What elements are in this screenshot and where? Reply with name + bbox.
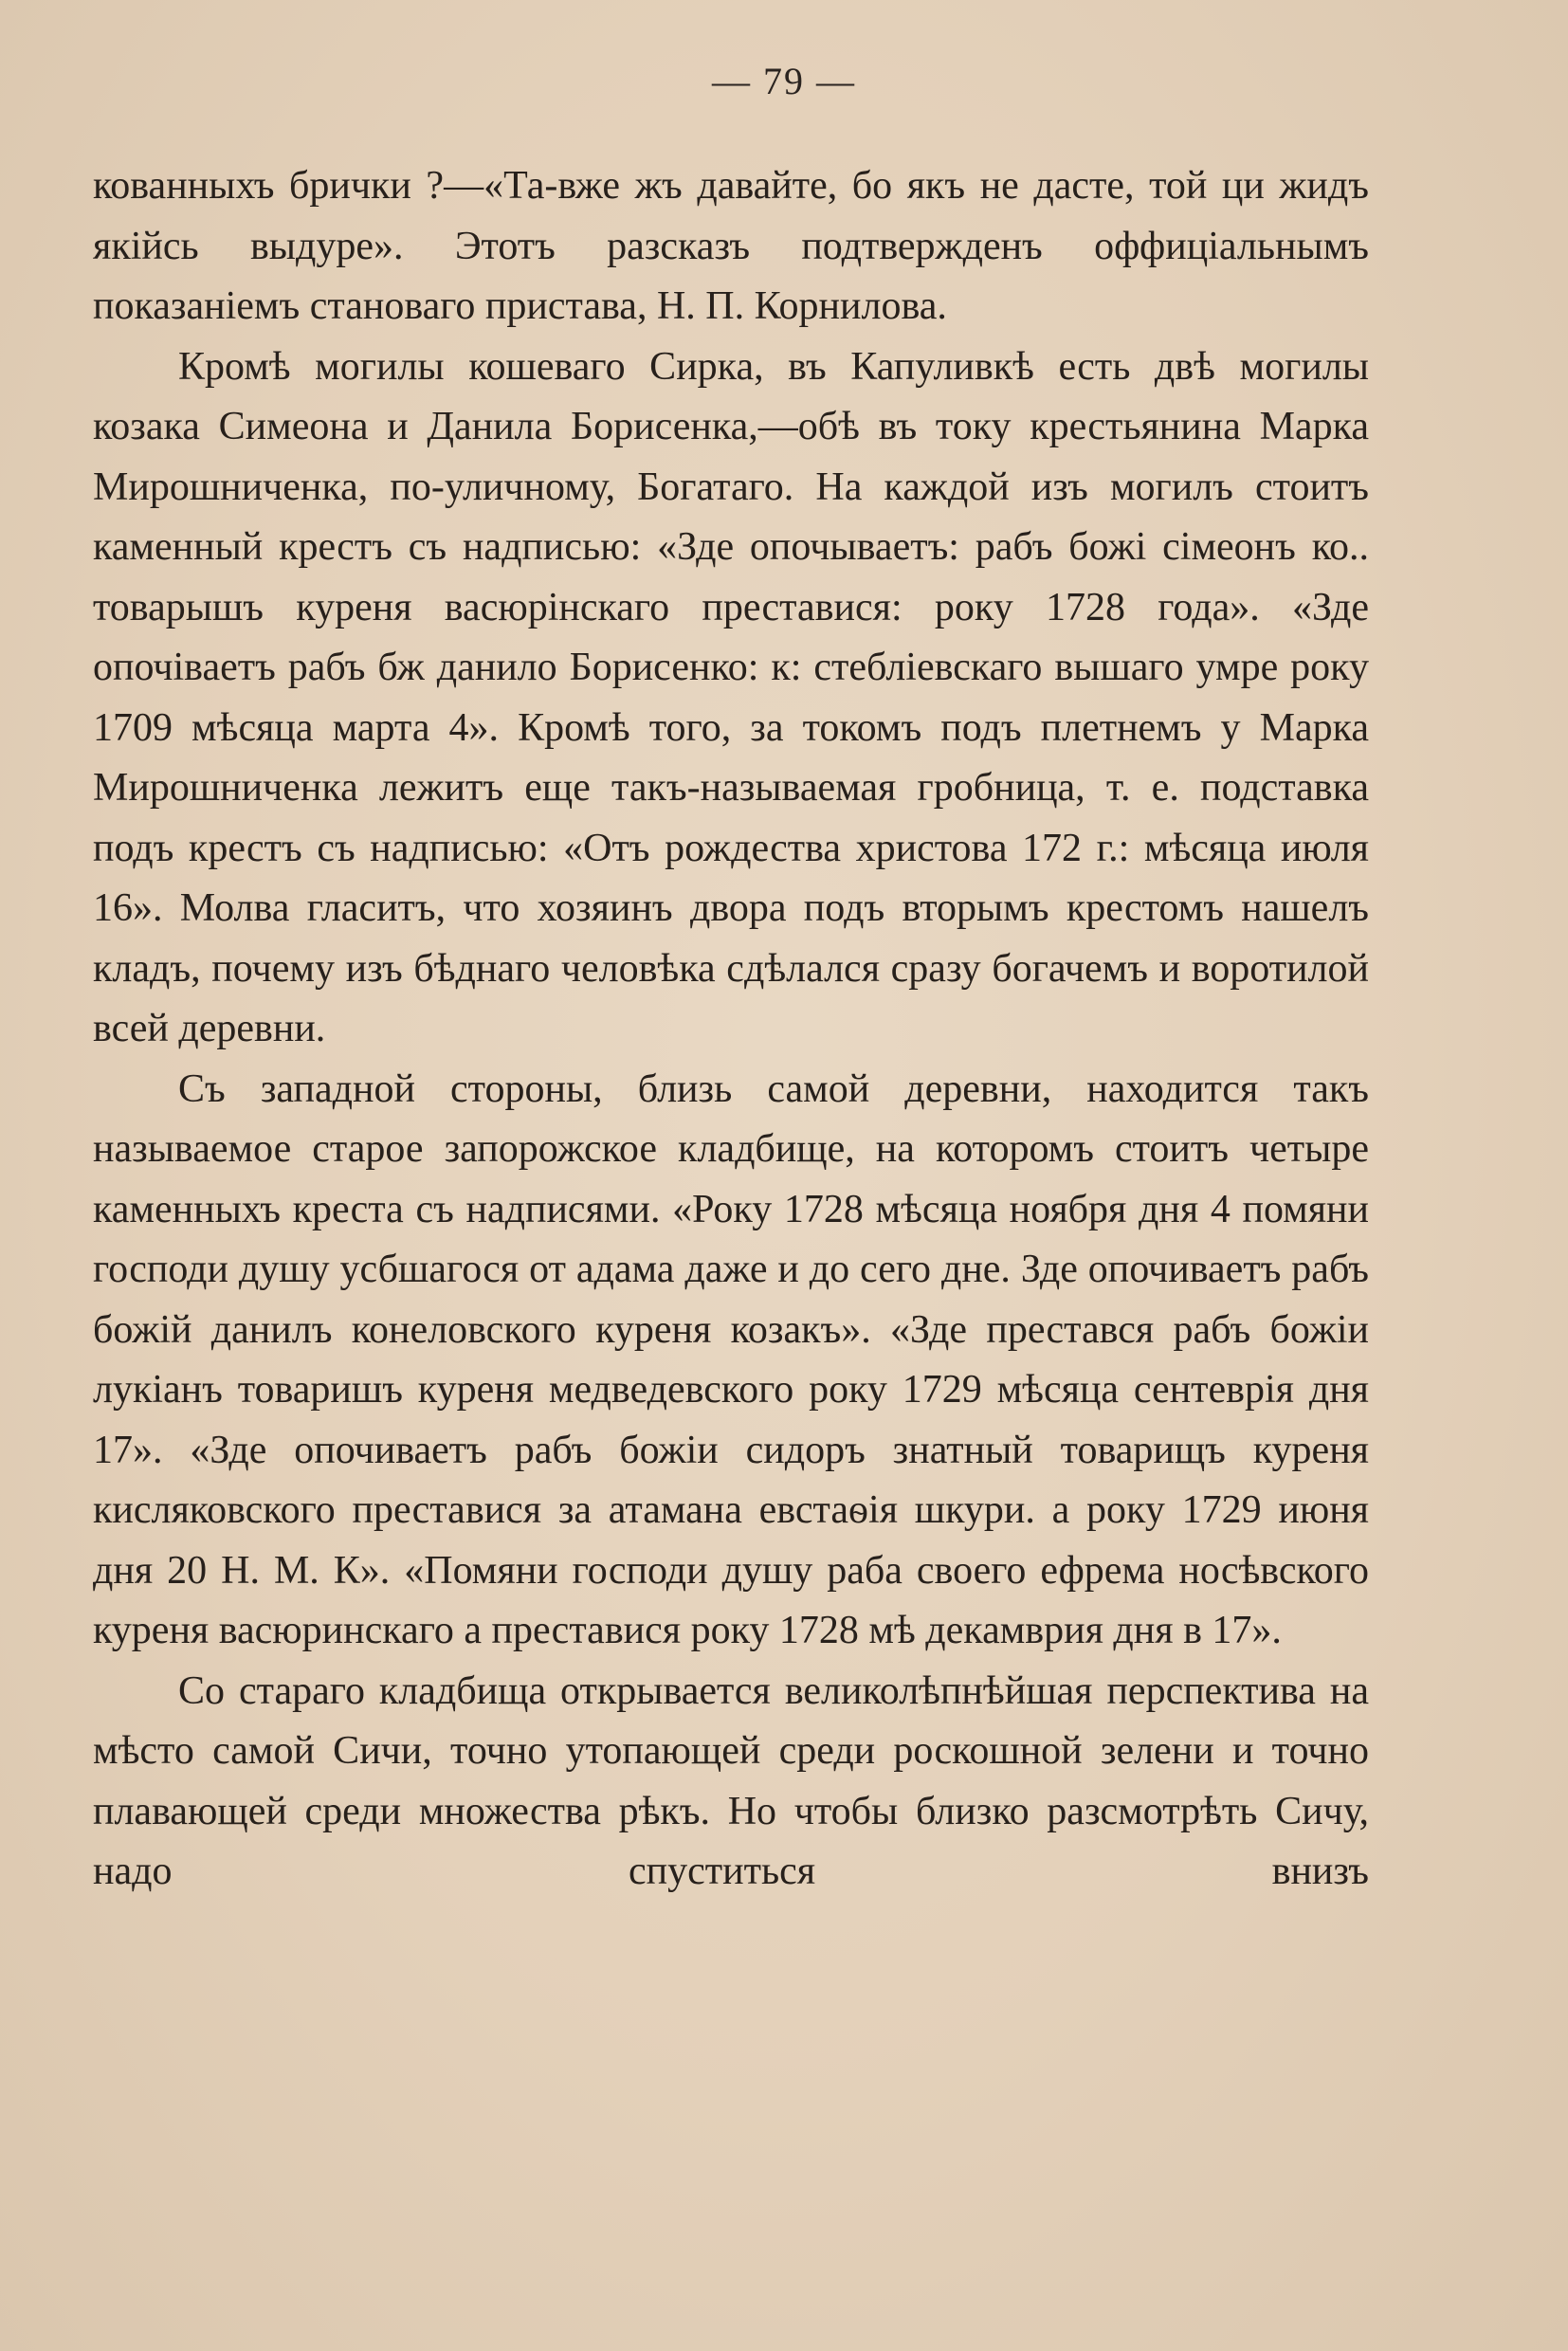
paragraph-4: Со стараго кладбища открывается великолѣпнѣйшая перспектива на мѣсто самой Сичи, точно утопающей среди роскошной зелени и точно плавающей среди множества рѣкъ. Но чтобы близко разсмотрѣть Сичу, надо спуститься внизъ (93, 1668, 1369, 1893)
page-number: — 79 — (712, 60, 856, 102)
paragraph-3: Съ западной стороны, близь самой деревни, находится такъ называемое старое запорожское кладбище, на которомъ стоитъ четыре каменныхъ креста съ надписями. «Року 1728 мѣсяца ноября дня 4 помяни господи душу усбшагося от адама даже и до сего дне. Зде опочиваетъ рабъ божій данилъ конеловского куреня козакъ». «Зде престався рабъ божіи лукіанъ товаришъ куреня медведевского року 1729 мѣсяца сентеврія дня 17». «Зде опочиваетъ рабъ божіи сидоръ знатный товарищъ куреня кисляковского преставися за атамана евстаѳія шкури. а року 1729 июня дня 20 Н. М. К». «Помяни господи душу раба своего ефрема носѣвского куреня васюринскаго а преставися року 1728 мѣ декамврия дня в 17». (93, 1066, 1369, 1652)
paragraph-1: кованныхъ брички ?—«Та-вже жъ давайте, бо якъ не дасте, той ци жидъ якійсь выдуре». Этотъ разсказъ подтвержденъ оффиціальнымъ показаніемъ становаго пристава, Н. П. Корнилова. (93, 164, 1369, 328)
body-text (93, 156, 1369, 1903)
paragraph-2: Кромѣ могилы кошеваго Сирка, въ Капуливкѣ есть двѣ могилы козака Симеона и Данила Борисенка,—обѣ въ току крестьянина Марка Мирошниченка, по-уличному, Богатаго. На каждой изъ могилъ стоитъ каменный крестъ съ надписью: «Зде опочываетъ: рабъ божі сімеонъ ко.. товарышъ куреня васюрінскаго преставися: року 1728 года». «Зде опочіваетъ рабъ бж данило Борисенко: к: стебліевскаго вышаго умре року 1709 мѣсяца марта 4». Кромѣ того, за токомъ подъ плетнемъ у Марка Мирошниченка лежитъ еще такъ-называемая гробница, т. е. подставка подъ крестъ съ надписью: «Отъ рождества христова 172 г.: мѣсяца июля 16». Молва гласитъ, что хозяинъ двора подъ вторымъ крестомъ нашелъ кладъ, почему изъ бѣднаго человѣка сдѣлался сразу богачемъ и воротилой всей деревни. (93, 344, 1369, 1050)
